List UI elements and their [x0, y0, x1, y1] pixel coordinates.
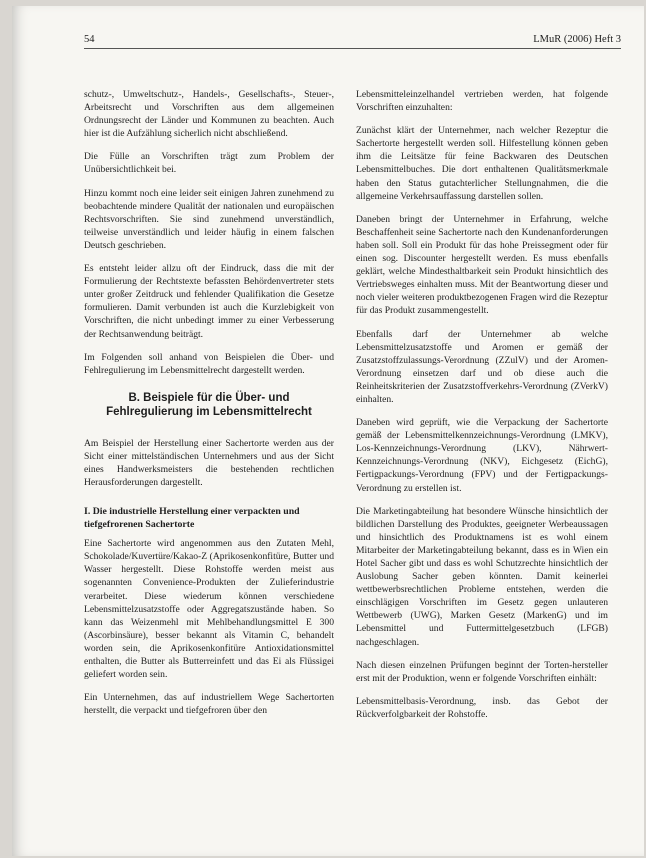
paragraph: Lebensmitteleinzelhandel vertrieben werden, hat folgende Vorschriften einzuhalten: [356, 89, 608, 114]
paragraph: Nach diesen einzelnen Prüfungen beginnt der Torten-hersteller erst mit der Produktion, wenn er folgende Vorschriften einhält: [356, 659, 608, 684]
paragraph: Hinzu kommt noch eine leider seit einigen Jahren zunehmend zu beobachtende mindere Qualität der nationalen und europäischen Rechtsvorschriften. Sie sind zunehmend unverständlich, teilweise unverständlich und leider häufig in einem falschen Deutsch geschrieben. [84, 187, 334, 251]
right-column [356, 88, 608, 731]
paragraph: Am Beispiel der Herstellung einer Sachertorte werden aus der Sicht einer mittelständischen Unternehmers und aus der Sicht eines Handwerksmeisters die bestehenden rechtlichen Herausforderungen dargestellt. [84, 437, 334, 489]
paragraph: Ein Unternehmen, das auf industriellem Wege Sachertorten herstellt, die verpackt und tiefgefroren über den [84, 692, 334, 717]
paragraph: Die Marketingabteilung hat besondere Wünsche hinsichtlich der bildlichen Darstellung des Produktes, geeigneter Werbeaussagen und hinsichtlich des Produktnamens ist es wohl einem Mitarbeiter der Marketingabteilung bekannt, dass es in Wien ein Hotel Sacher gibt und dass es wohl Schutzrechte hinsichtlich der Auslobung Sacher geben könnten. Damit keinerlei wettbewerbsrechtlichen Probleme entstehen, werden die einschlägigen Vorschriften im Gesetz gegen unlauteren Wettbewerb (UWG), Marken Gesetz (MarkenG) und im Lebensmittel und Futtermittelgesetzbuch (LFGB) nachgeschlagen. [356, 505, 608, 648]
journal-reference: LMuR (2006) Heft 3 [533, 34, 621, 45]
paragraph: Es entsteht leider allzu oft der Eindruck, dass die mit der Formulierung der Rechtstexte befassten Behördenvertreter stets unter großer Zeitdruck und fehlender Qualifikation die Gesetze formulieren. Damit verbunden ist auch die Kurzlebigkeit von Vorschriften, die nicht unbedingt immer zu einer Verbesserung der Rechtsanwendung beiträgt. [84, 263, 334, 340]
paragraph: Die Fülle an Vorschriften trägt zum Problem der Unübersichtlichkeit bei. [84, 151, 334, 176]
paragraph: Daneben bringt der Unternehmer in Erfahrung, welche Beschaffenheit seine Sachertorte nach den Kundenanforderungen haben soll. Soll ein Produkt für das hohe Preissegment oder für einen sog. Discounter hergestellt werden. Es muss ebenfalls geklärt, welche Mindesthaltbarkeit sein Produkt hinsichtlich des Vertriebsweges einhalten muss. Mit der Beantwortung dieser und noch vieler weiteren produktbezogenen Fragen wird die Rezeptur für das Produkt zusammengestellt. [356, 213, 608, 317]
paragraph: Zunächst klärt der Unternehmer, nach welcher Rezeptur die Sachertorte hergestellt werden soll. Hilfestellung können geben ihm die Leitsätze für feine Backwaren des Deutschen Lebensmittelbuches. Die dort enthaltenen Qualitätsmerkmale haben den Status gutachterlicher Stellungnahmen, die die allgemeine Verkehrsauffassung darstellen sollen. [356, 125, 608, 202]
page-header [84, 32, 621, 50]
paragraph: Daneben wird geprüft, wie die Verpackung der Sachertorte gemäß der Lebensmittelkennzeichnungs-Verordnung (LMKV), Los-Kennzeichnungs-Verordnung (LKV), Nährwert-Kennzeichnungs-Verordnung (NKV), Eichgesetz (EichG), Fertigpackungs-Verordnung (FPV) und der Fertigpackungs-Verordnung zu erstellen ist. [356, 417, 608, 494]
paragraph: schutz-, Umweltschutz-, Handels-, Gesellschafts-, Steuer-, Arbeitsrecht und Vorschriften aus dem allgemeinen Ordnungsrecht der Länder und Kommunen zu beachten. Auch hier ist die Aufzählung sicherlich nicht abschließend. [84, 89, 334, 140]
paragraph: Ebenfalls darf der Unternehmer ab welche Lebensmittelzusatzstoffe und Aromen er gemäß der Zusatzstoffzulassungs-Verordnung (ZZulV) und der Aromen-Verordnung einsetzen darf und ob diese auch die Reinheitskriterien der Zusatzstoffverkehrs-Verordnung (ZVerkV) einhalten. [356, 328, 608, 405]
left-column [84, 88, 334, 727]
page-number: 54 [84, 34, 95, 45]
subsection-heading: I. Die industrielle Herstellung einer verpackten und tiefgefrorenen Sachertorte [84, 506, 300, 531]
paragraph: Im Folgenden soll anhand von Beispielen die Über- und Fehlregulierung im Lebensmittelrecht dargestellt werden. [84, 351, 334, 376]
header-rule [84, 48, 621, 49]
section-heading: B. Beispiele für die Über- und Fehlregulierung im Lebensmittelrecht [106, 391, 312, 418]
paragraph: Eine Sachertorte wird angenommen aus den Zutaten Mehl, Schokolade/Kuvertüre/Kakao-Z (Aprikosenkonfitüre, Butter und Wasser hergestellt. Diese Rohstoffe werden meist aus sogenannten Convenience-Produkten der Zulieferindustrie verarbeitet. Diese wiederum können verschiedene Lebensmittelzusatzstoffe oder Aggregatszustände haben. So kann das Weizenmehl mit Mehlbehandlungsmittel E 300 (Ascorbinsäure), besser bekannt als Vitamin C, behandelt worden sein, die Aprikosenkonfitüre Antioxidationsmittel enthalten, die Butter als Butterreinfett und das Ei als Flüssigei geliefert worden sein. [84, 538, 334, 681]
document-page [12, 6, 644, 856]
paragraph: Lebensmittelbasis-Verordnung, insb. das Gebot der Rückverfolgbarkeit der Rohstoffe. [356, 695, 608, 720]
